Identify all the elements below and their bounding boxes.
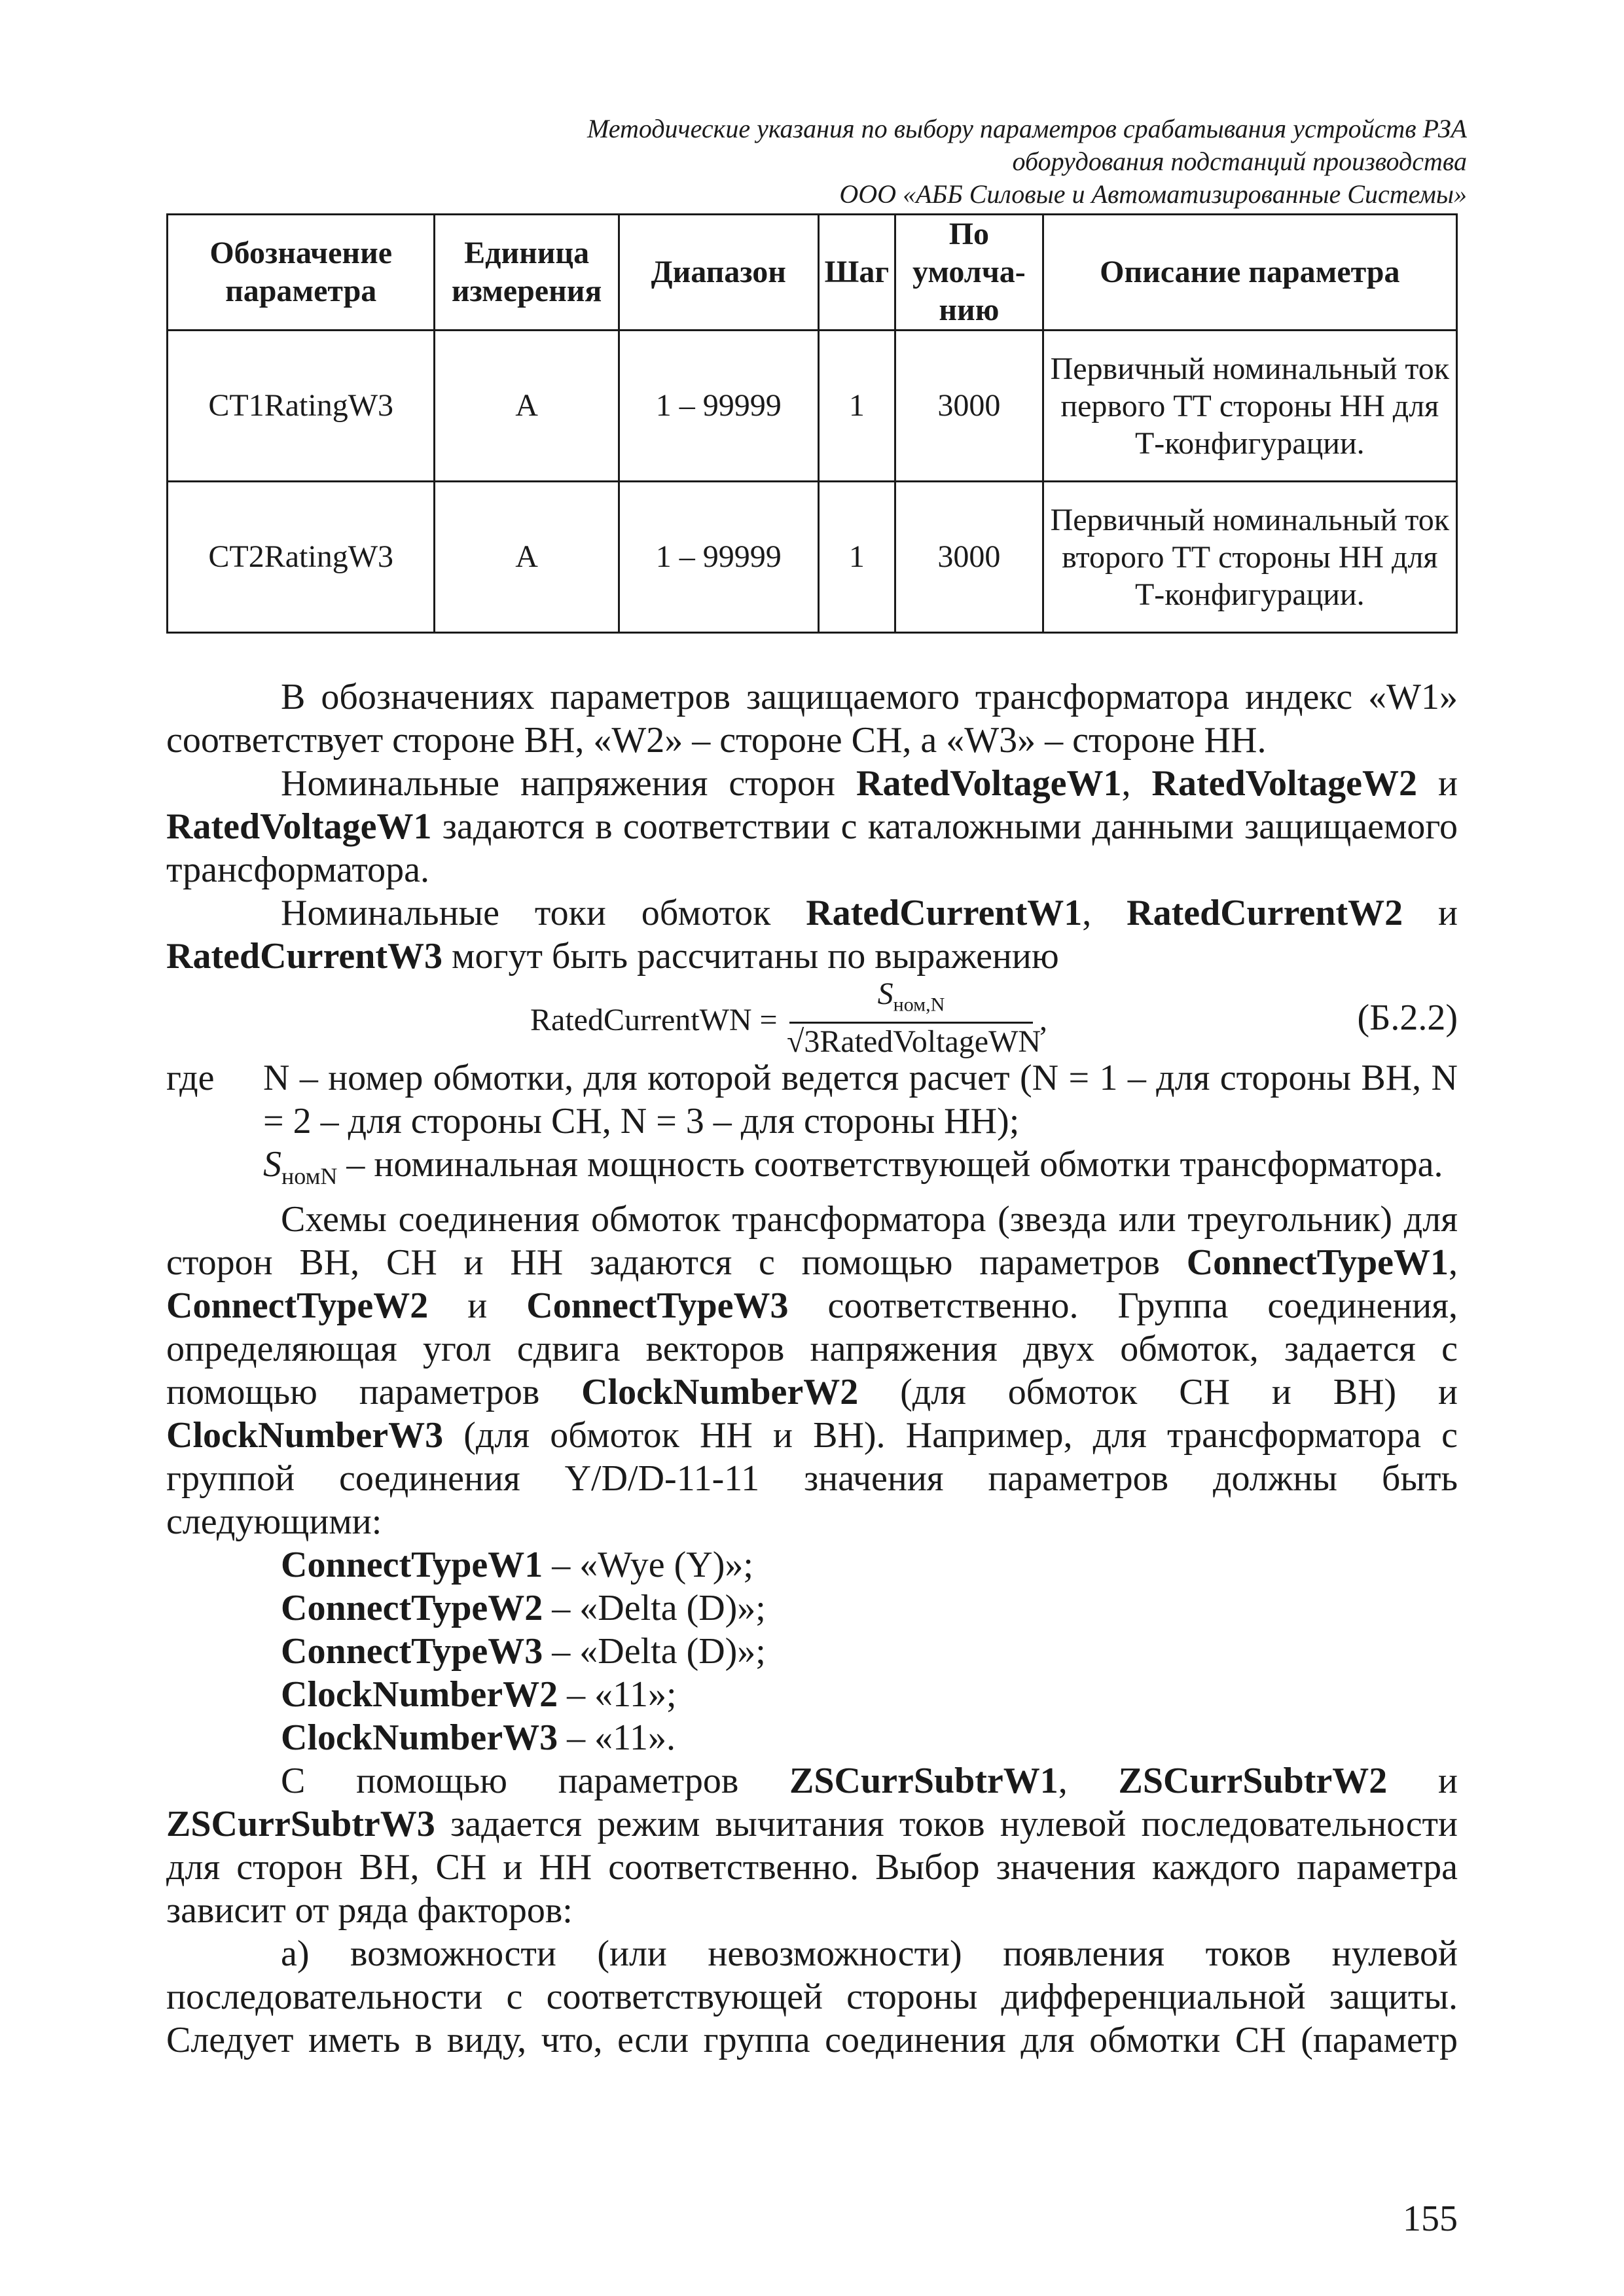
table-row bbox=[168, 331, 1457, 482]
formula-s-subscript: ном,N bbox=[893, 994, 945, 1016]
header-line-2: оборудования подстанций производства bbox=[1012, 147, 1467, 176]
param-name: ConnectTypeW2 bbox=[281, 1588, 543, 1629]
page-number: 155 bbox=[1403, 2198, 1458, 2239]
formula-s: S bbox=[877, 977, 893, 1011]
param-name: ConnectTypeW3 bbox=[526, 1285, 789, 1327]
param-name: ConnectTypeW2 bbox=[166, 1285, 429, 1327]
param-name: ClockNumberW3 bbox=[166, 1415, 444, 1456]
text: задаются в соответствии с каталожными данными защищаемого трансформатора. bbox=[166, 806, 1458, 890]
example-values-list bbox=[166, 1543, 1458, 1759]
text: и bbox=[1387, 1761, 1458, 1802]
text: Схемы соединения обмоток трансформатора (звезда или треугольник) для сторон ВН, СН и НН задаются с помощью параметров bbox=[166, 1199, 1458, 1283]
text: задается режим вычитания токов нулевой последовательности для сторон ВН, СН и НН соответственно. Выбор значения каждого параметра зависит от ряда факторов: bbox=[166, 1804, 1458, 1931]
equation-number: (Б.2.2) bbox=[1357, 997, 1458, 1038]
param-name: ClockNumberW3 bbox=[281, 1717, 558, 1759]
list-item bbox=[281, 1543, 1458, 1587]
symbol-s-subscript: номN bbox=[281, 1163, 338, 1190]
list-item bbox=[281, 1587, 1458, 1630]
cell-unit: A bbox=[435, 482, 619, 633]
param-name: ClockNumberW2 bbox=[281, 1674, 558, 1715]
where-item-n: N – номер обмотки, для которой ведется расчет (N = 1 – для стороны ВН, N = 2 – для стороны СН, N = 3 – для стороны НН); bbox=[263, 1058, 1458, 1141]
text: , bbox=[1121, 763, 1152, 804]
column-header-range: Диапазон bbox=[619, 215, 818, 331]
column-header-description: Описание параметра bbox=[1043, 215, 1456, 331]
text: (для обмоток НН и ВН). Например, для трансформатора с группой соединения Y/D/D-11-11 значения параметров должны быть следующими: bbox=[166, 1415, 1458, 1543]
cell-range: 1 – 99999 bbox=[619, 482, 818, 633]
column-header-step: Шаг bbox=[818, 215, 895, 331]
param-name: RatedVoltageW1 bbox=[166, 806, 432, 847]
where-block bbox=[166, 1056, 1458, 1143]
column-header-default: По умолча-нию bbox=[895, 215, 1043, 331]
symbol-s-letter: S bbox=[263, 1144, 281, 1185]
text: , bbox=[1082, 893, 1127, 933]
param-name: RatedCurrentW2 bbox=[1127, 893, 1403, 933]
paragraph-rated-voltage bbox=[166, 762, 1458, 891]
text: соответственно. Группа соединения, определяющая угол сдвига векторов напряжения двух обмоток, задается с помощью параметров bbox=[166, 1285, 1458, 1413]
symbol-s bbox=[263, 1144, 338, 1190]
param-name: ZSCurrSubtrW2 bbox=[1118, 1761, 1388, 1802]
param-name: ConnectTypeW1 bbox=[1186, 1242, 1449, 1283]
formula-numerator bbox=[787, 978, 1036, 1022]
cell-step: 1 bbox=[818, 331, 895, 482]
param-name: ZSCurrSubtrW1 bbox=[789, 1761, 1058, 1802]
formula-lhs: RatedCurrentWN = bbox=[530, 1003, 778, 1037]
param-value: – «Delta (D)»; bbox=[543, 1631, 766, 1672]
list-item bbox=[281, 1630, 1458, 1673]
param-name: RatedVoltageW1 bbox=[856, 763, 1122, 804]
body-text bbox=[166, 675, 1458, 2062]
table-header-row bbox=[168, 215, 1457, 331]
text: и bbox=[1403, 893, 1458, 933]
paragraph-indices: В обозначениях параметров защищаемого трансформатора индекс «W1» соответствует стороне ВН, «W2» – стороне СН, а «W3» – стороне НН. bbox=[166, 677, 1458, 761]
cell-range: 1 – 99999 bbox=[619, 331, 818, 482]
param-name: ZSCurrSubtrW3 bbox=[166, 1804, 435, 1845]
paragraph-connection-schemes bbox=[166, 1198, 1458, 1543]
parameters-table bbox=[166, 213, 1458, 634]
where-item-s bbox=[166, 1143, 1458, 1198]
paragraph-rated-current bbox=[166, 891, 1458, 978]
paragraph-factor-a: а) возможности (или невозможности) появления токов нулевой последовательности с соответствующей стороны дифференциальной защиты. Следует иметь в виду, что, если группа соединения для обмотки СН (параметр bbox=[166, 1933, 1458, 2061]
text: могут быть рассчитаны по выражению bbox=[442, 936, 1059, 977]
text: и bbox=[428, 1285, 527, 1327]
text: и bbox=[1417, 763, 1458, 804]
formula-comma: , bbox=[1039, 1003, 1047, 1037]
param-name: ConnectTypeW3 bbox=[281, 1631, 543, 1672]
text: , bbox=[1058, 1761, 1119, 1802]
cell-name: CT1RatingW3 bbox=[168, 331, 435, 482]
cell-description: Первичный номинальный ток второго ТТ стороны НН для Т-конфигурации. bbox=[1043, 482, 1456, 633]
param-name: ConnectTypeW1 bbox=[281, 1545, 543, 1586]
param-value: – «11»; bbox=[558, 1674, 677, 1715]
column-header-name: Обозначение параметра bbox=[168, 215, 435, 331]
header-line-3: ООО «АББ Силовые и Автоматизированные Системы» bbox=[839, 179, 1467, 209]
text: С помощью параметров bbox=[281, 1761, 790, 1802]
running-header bbox=[354, 113, 1467, 211]
table-row bbox=[168, 482, 1457, 633]
param-name: ClockNumberW2 bbox=[581, 1372, 859, 1413]
formula-fraction bbox=[787, 977, 1041, 1060]
text: – номинальная мощность соответствующей обмотки трансформатора. bbox=[337, 1144, 1443, 1185]
param-value: – «11». bbox=[558, 1717, 676, 1759]
text: , bbox=[1449, 1242, 1458, 1283]
cell-name: CT2RatingW3 bbox=[168, 482, 435, 633]
param-name: RatedCurrentW3 bbox=[166, 936, 443, 977]
formula-denominator: √3RatedVoltageWN bbox=[787, 1024, 1041, 1059]
param-value: – «Wye (Y)»; bbox=[543, 1545, 753, 1586]
text: Номинальные напряжения сторон bbox=[281, 763, 857, 804]
cell-step: 1 bbox=[818, 482, 895, 633]
list-item bbox=[281, 1716, 1458, 1759]
header-line-1: Методические указания по выбору параметров срабатывания устройств РЗА bbox=[586, 114, 1467, 143]
text: Номинальные токи обмоток bbox=[281, 893, 806, 933]
cell-default: 3000 bbox=[895, 331, 1043, 482]
cell-description: Первичный номинальный ток первого ТТ стороны НН для Т-конфигурации. bbox=[1043, 331, 1456, 482]
paragraph-zero-sequence bbox=[166, 1759, 1458, 1932]
cell-default: 3000 bbox=[895, 482, 1043, 633]
formula-rated-current bbox=[166, 977, 1458, 1059]
text: (для обмоток СН и ВН) и bbox=[858, 1372, 1458, 1413]
param-name: RatedCurrentW1 bbox=[806, 893, 1083, 933]
param-value: – «Delta (D)»; bbox=[543, 1588, 766, 1629]
list-item bbox=[281, 1673, 1458, 1716]
column-header-unit: Единица измерения bbox=[435, 215, 619, 331]
cell-unit: A bbox=[435, 331, 619, 482]
where-label: где bbox=[166, 1058, 215, 1098]
param-name: RatedVoltageW2 bbox=[1151, 763, 1417, 804]
